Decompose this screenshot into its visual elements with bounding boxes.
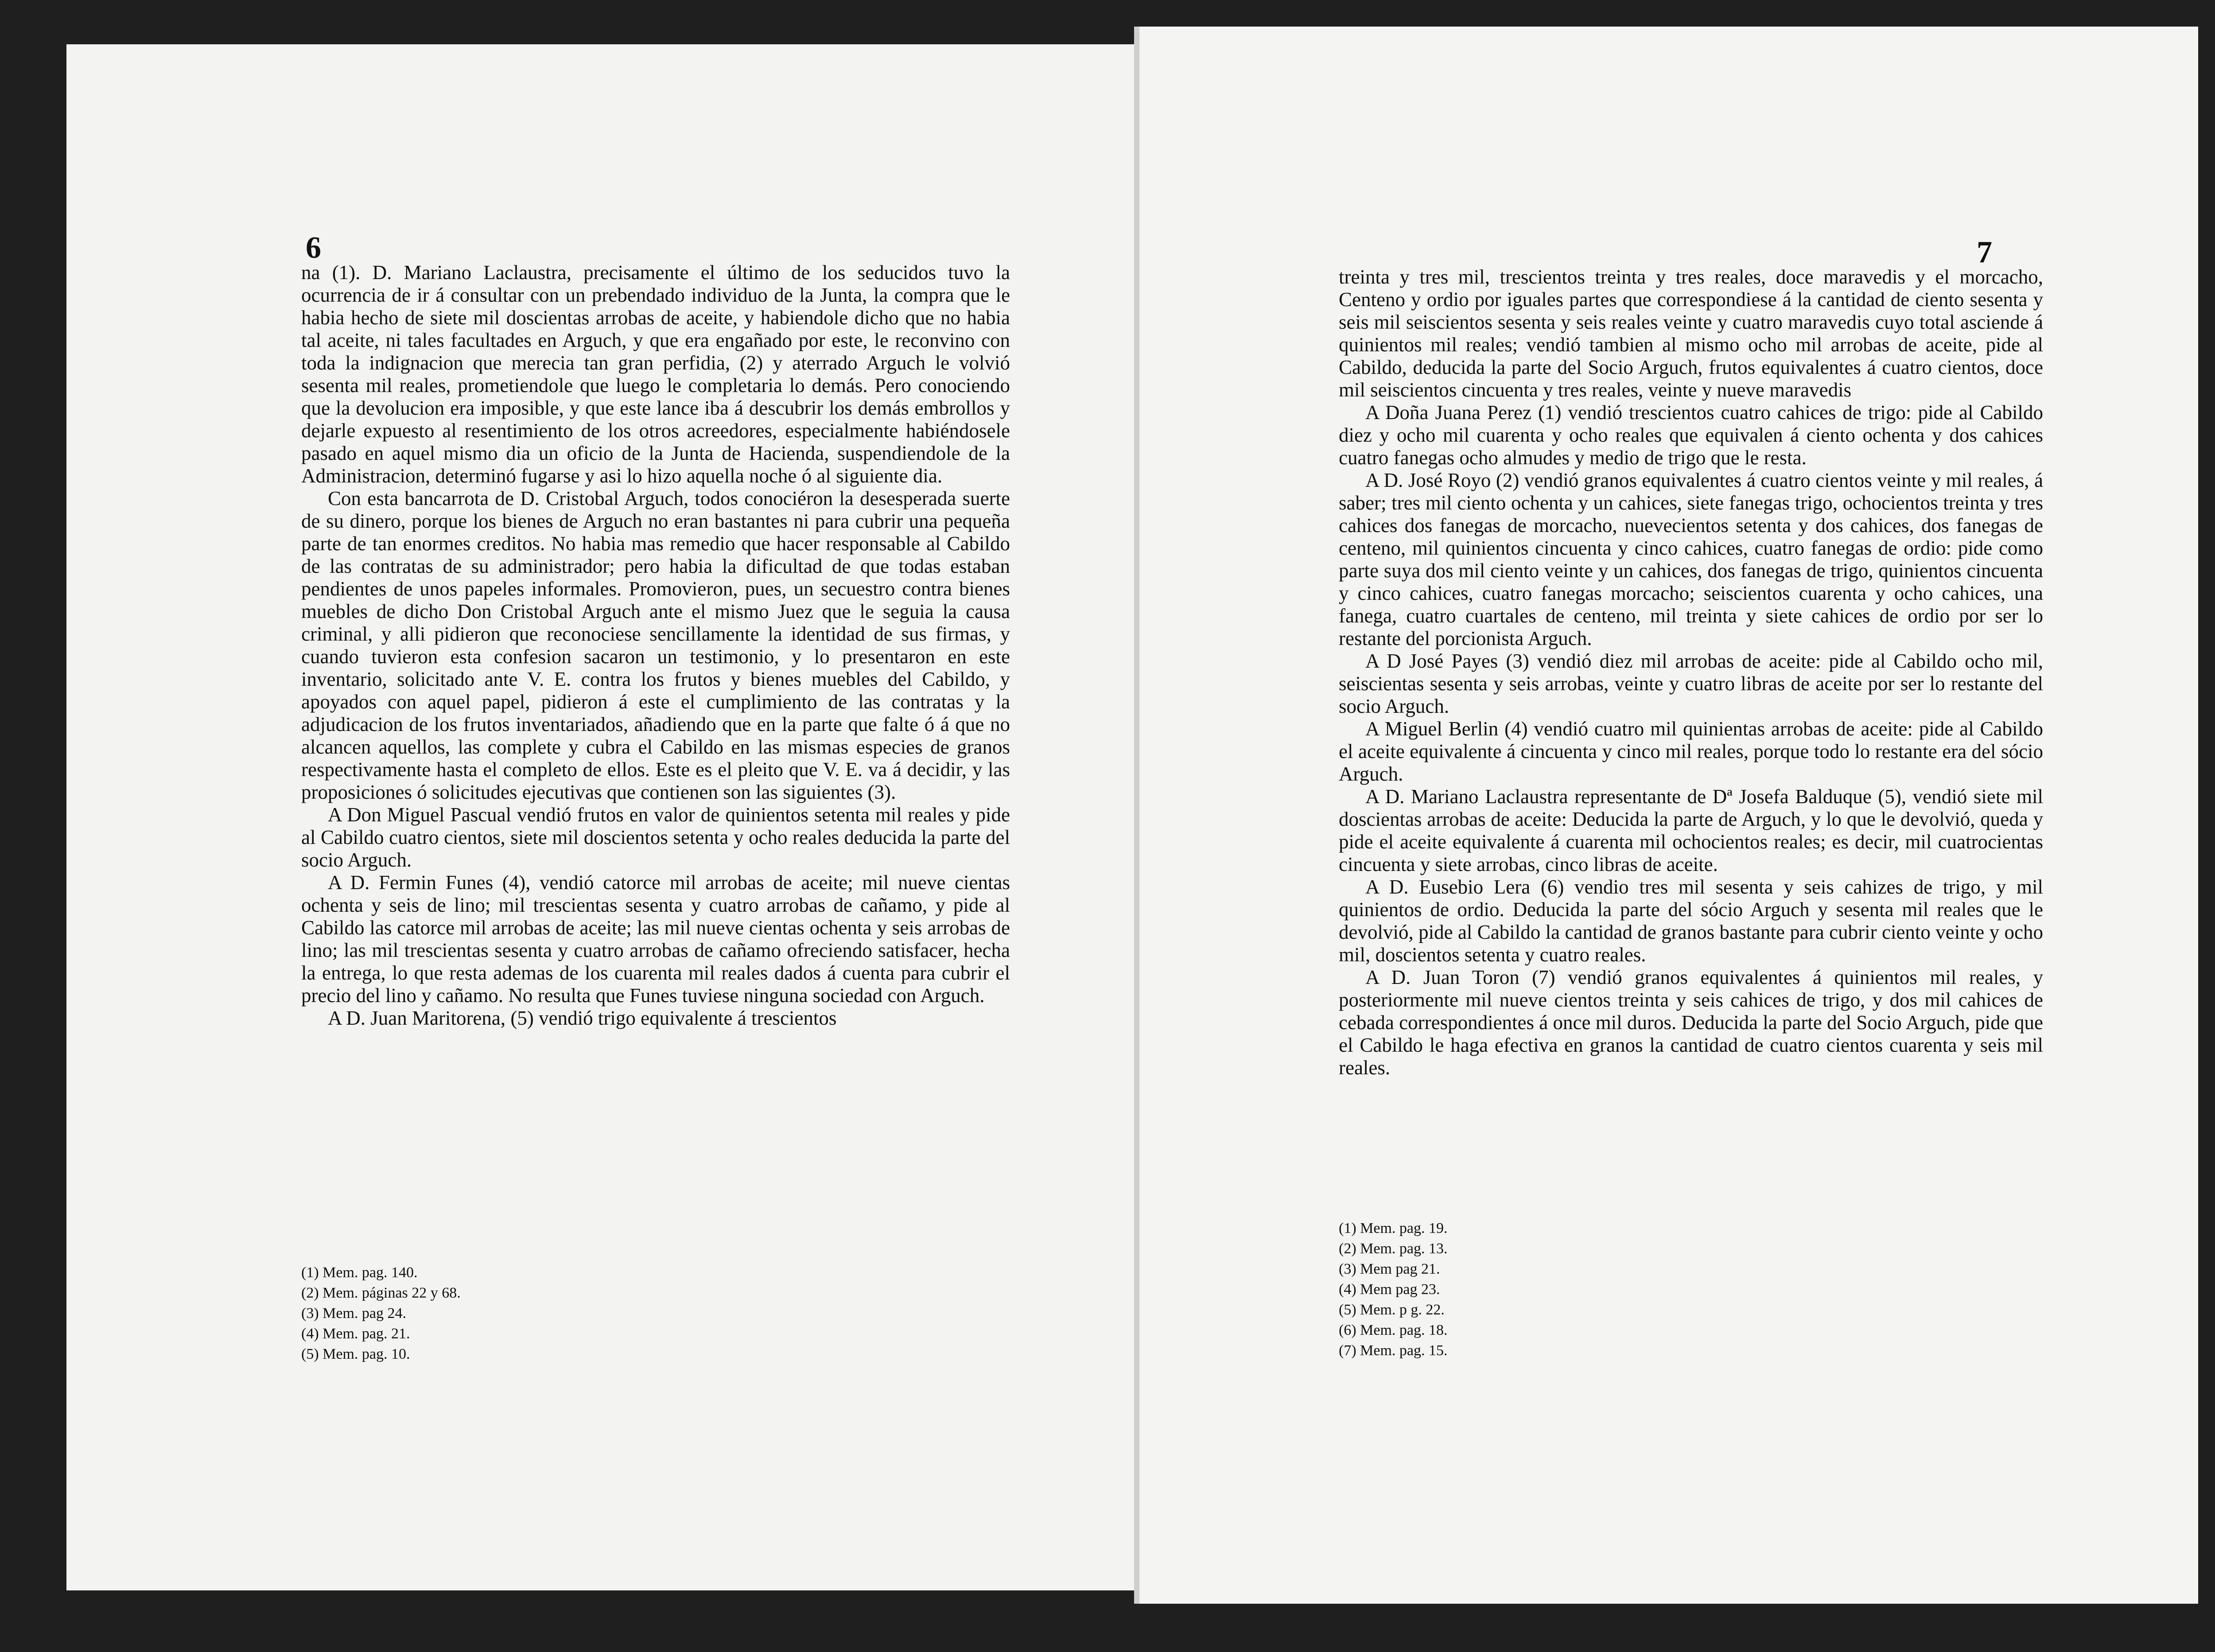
footnote: (4) Mem. pag. 21. xyxy=(301,1325,410,1342)
paragraph: na (1). D. Mariano Laclaustra, precisamente el último de los seducidos tuvo la ocurrencia de ir á consultar con un prebendado individuo de la Junta, la compra que le habia hecho de siete mil doscientas arrobas de aceite, y habiendole dicho que no habia tal aceite, ni tales facultades en Arguch, y que era engañado por este, le reconvino con toda la indignacion que merecia tan gran perfidia, (2) y aterrado Arguch le volvió sesenta mil reales, prometiendole que luego le completaria lo demás. Pero conociendo que la devolucion era imposible, y que este lance iba á descubrir los demás embrollos y dejarle expuesto al resentimiento de los otros acreedores, especialmente habiéndosele pasado en aquel mismo dia un oficio de la Junta de Hacienda, suspendiendole de la Administracion, determinó fugarse y asi lo hizo aquella noche ó al siguiente dia. xyxy=(301,261,1010,487)
paragraph: A D. Juan Toron (7) vendió granos equivalentes á quinientos mil reales, y posteriormente mil nueve cientos treinta y seis cahices de trigo, y dos mil cahices de cebada correspondientes á once mil duros. Deducida la parte del Socio Arguch, pide que el Cabildo le haga efectiva en granos la cantidad de cuatro cientos cuarenta y seis mil reales. xyxy=(1339,966,2043,1079)
paragraph: A D. Eusebio Lera (6) vendio tres mil sesenta y seis cahizes de trigo, y mil quinientos de ordio. Deducida la parte del sócio Arguch y sesenta mil reales que le devolvió, pide al Cabildo la cantidad de granos bastante para cubrir ciento veinte y ocho mil, doscientos setenta y cuatro reales. xyxy=(1339,876,2043,966)
footnote: (3) Mem. pag 24. xyxy=(301,1305,407,1322)
page-number-left: 6 xyxy=(306,231,321,265)
page-number-right: 7 xyxy=(1977,235,1992,269)
footnote: (1) Mem. pag. 140. xyxy=(301,1264,418,1281)
paragraph: A D José Payes (3) vendió diez mil arrobas de aceite: pide al Cabildo ocho mil, seiscientas sesenta y seis arrobas, veinte y cuatro libras de aceite por ser lo restante del socio Arguch. xyxy=(1339,650,2043,717)
left-footnotes xyxy=(301,1263,461,1364)
paragraph: A D. José Royo (2) vendió granos equivalentes á cuatro cientos veinte y mil reales, á saber; tres mil ciento ochenta y un cahices, siete fanegas trigo, ochocientos treinta y tres cahices dos fanegas de morcacho, nuevecientos setenta y dos cahices, dos fanegas de centeno, mil quinientos cincuenta y cinco cahices, cuatro fanegas de ordio: pide como parte suya dos mil ciento veinte y un cahices, dos fanegas de trigo, quinientos cincuenta y cinco cahices, cuatro fanegas morcacho; seiscientos cuarenta y ocho cahices, una fanega, cuatro cuartales de centeno, mil treinta y siete cahices de ordio por ser lo restante del porcionista Arguch. xyxy=(1339,469,2043,649)
footnote: (3) Mem pag 21. xyxy=(1339,1261,1440,1277)
right-page xyxy=(1139,27,2198,1604)
footnote: (5) Mem. p g. 22. xyxy=(1339,1302,1445,1318)
left-page-body xyxy=(301,261,1010,1030)
footnote: (2) Mem. páginas 22 y 68. xyxy=(301,1285,461,1301)
paragraph: treinta y tres mil, trescientos treinta y tres reales, doce maravedis y el morcacho, Centeno y ordio por iguales partes que correspondiese á la cantidad de ciento sesenta y seis mil seiscientos sesenta y seis reales veinte y cuatro maravedis cuyo total asciende á quinientos mil reales; vendió tambien al mismo ocho mil arrobas de aceite, pide al Cabildo, deducida la parte del Socio Arguch, frutos equivalentes á cuatro cientos, doce mil seiscientos cincuenta y tres reales, veinte y nueve maravedis xyxy=(1339,266,2043,401)
paragraph: A D. Mariano Laclaustra representante de Dª Josefa Balduque (5), vendió siete mil doscientas arrobas de aceite: Deducida la parte de Arguch, y lo que le devolvió, queda y pide el aceite equivalente á cuarenta mil ochocientos reales; es decir, mil cuatrocientas cincuenta y siete arrobas, cinco libras de aceite. xyxy=(1339,785,2043,875)
footnote: (4) Mem pag 23. xyxy=(1339,1281,1440,1298)
paragraph: A D. Fermin Funes (4), vendió catorce mil arrobas de aceite; mil nueve cientas ochenta y seis de lino; mil trescientas sesenta y cuatro arrobas de cañamo, y pide al Cabildo las catorce mil arrobas de aceite; las mil nueve cientas ochenta y seis arrobas de lino; las mil trescientas sesenta y cuatro arrobas de cañamo ofreciendo satisfacer, hecha la entrega, lo que resta ademas de los cuarenta mil reales dados á cuenta para cubrir el precio del lino y cañamo. No resulta que Funes tuviese ninguna sociedad con Arguch. xyxy=(301,871,1010,1007)
footnote: (2) Mem. pag. 13. xyxy=(1339,1240,1448,1257)
paragraph: A Doña Juana Perez (1) vendió trescientos cuatro cahices de trigo: pide al Cabildo diez y ocho mil cuarenta y ocho reales que equivalen á ciento ochenta y dos cahices cuatro fanegas ocho almudes y medio de trigo que le resta. xyxy=(1339,401,2043,469)
footnote: (1) Mem. pag. 19. xyxy=(1339,1220,1448,1236)
footnote: (5) Mem. pag. 10. xyxy=(301,1346,410,1362)
footnote: (7) Mem. pag. 15. xyxy=(1339,1342,1448,1359)
footnote: (6) Mem. pag. 18. xyxy=(1339,1322,1448,1338)
paragraph: A Don Miguel Pascual vendió frutos en valor de quinientos setenta mil reales y pide al Cabildo cuatro cientos, siete mil doscientos setenta y ocho reales deducida la parte del socio Arguch. xyxy=(301,804,1010,871)
right-footnotes xyxy=(1339,1218,1448,1361)
paragraph: A Miguel Berlin (4) vendió cuatro mil quinientas arrobas de aceite: pide al Cabildo el aceite equivalente á cincuenta y cinco mil reales, porque todo lo restante era del sócio Arguch. xyxy=(1339,718,2043,785)
paragraph: Con esta bancarrota de D. Cristobal Arguch, todos conociéron la desesperada suerte de su dinero, porque los bienes de Arguch no eran bastantes ni para cubrir una pequeña parte de tan enormes creditos. No habia mas remedio que hacer responsable al Cabildo de las contratas de su administrador; pero habia la dificultad de que todas estaban pendientes de unos papeles informales. Promovieron, pues, un secuestro contra bienes muebles de dicho Don Cristobal Arguch ante el mismo Juez que le seguia la causa criminal, y alli pidieron que reconociese sencillamente la identidad de sus firmas, y cuando tuvieron esta confesion sacaron un testimonio, y lo presentaron en este inventario, solicitado ante V. E. contra los frutos y bienes muebles del Cabildo, y apoyados con aquel papel, pidieron á este el cumplimiento de las contratas y la adjudicacion de los frutos inventariados, añadiendo que en la parte que falte ó á que no alcancen aquellos, las complete y cubra el Cabildo en las mismas especies de granos respectivamente hasta el completo de ellos. Este es el pleito que V. E. va á decidir, y las proposiciones ó solicitudes ejecutivas que contienen son las siguientes (3). xyxy=(301,487,1010,803)
right-page-body xyxy=(1339,266,2043,1079)
left-page xyxy=(66,44,1135,1590)
paragraph: A D. Juan Maritorena, (5) vendió trigo equivalente á trescientos xyxy=(328,1007,837,1029)
